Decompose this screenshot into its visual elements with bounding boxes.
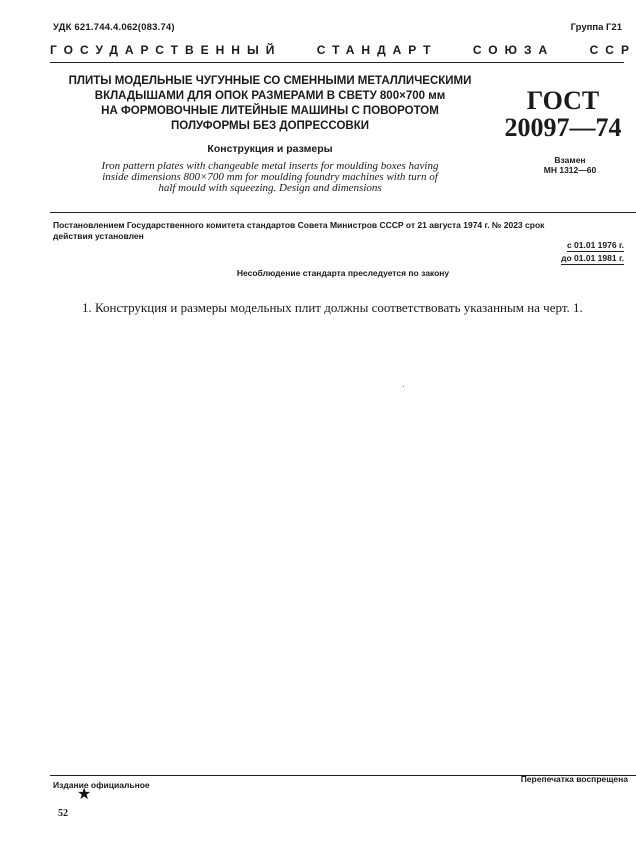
title-ru-line: ПЛИТЫ МОДЕЛЬНЫЕ ЧУГУННЫЕ СО СМЕННЫМИ МЕТАЛЛИЧЕСКИМИ: [68, 75, 472, 87]
scan-speck: [403, 386, 404, 387]
star-icon: ★: [77, 786, 92, 803]
page-number: 52: [58, 808, 68, 819]
title-english: [60, 161, 480, 194]
date-from: с 01.01 1976 г.: [566, 240, 624, 250]
law-notice: Несоблюдение стандарта преследуется по закону: [236, 268, 450, 278]
title-en-line: half mould with squeezing. Design and dimensions: [158, 182, 382, 194]
clause-1: 1. Конструкция и размеры модельных плит должны соответствовать указанным на черт. 1.: [82, 300, 583, 315]
decree-line: действия установлен: [53, 231, 144, 241]
date-to: до 01.01 1981 г.: [561, 253, 624, 263]
state-standard-banner: [50, 42, 636, 58]
replaces-label: Взамен: [554, 155, 586, 165]
title-en-line: inside dimensions 800×700 mm for moulding foundry machines with turn of: [102, 171, 438, 183]
banner-word-state: ГОСУДАРСТВЕННЫЙ: [50, 43, 282, 57]
decree-text: [53, 220, 633, 242]
title-ru-line: ВКЛАДЫШАМИ ДЛЯ ОПОК РАЗМЕРАМИ В СВЕТУ 800×700 мм: [94, 90, 446, 102]
subtitle: Конструкция и размеры: [207, 143, 333, 155]
banner-word-standard: СТАНДАРТ: [316, 43, 438, 57]
title-en-line: Iron pattern plates with changeable metal inserts for moulding boxes having: [101, 160, 439, 172]
title-ru-line: ПОЛУФОРМЫ БЕЗ ДОПРЕССОВКИ: [171, 120, 369, 132]
banner-word-union: СОЮЗА: [472, 43, 555, 57]
reprint-prohibited: Перепечатка воспрещена: [520, 774, 628, 784]
gost-number: 20097—74: [504, 113, 622, 142]
official-edition: Издание официальное: [53, 780, 150, 790]
replaces-value: МН 1312—60: [543, 165, 597, 175]
middle-divider: [50, 212, 636, 213]
title-ru-line: НА ФОРМОВОЧНЫЕ ЛИТЕЙНЫЕ МАШИНЫ С ПОВОРОТОМ: [101, 105, 439, 117]
top-divider: [50, 62, 624, 63]
banner-word-ussr: ССР: [589, 43, 636, 57]
group-code: Группа Г21: [570, 22, 622, 33]
gost-label: ГОСТ: [526, 86, 600, 115]
decree-line: Постановлением Государственного комитета стандартов Совета Министров СССР от 21 августа 1974 г. № 2023 срок: [53, 220, 545, 230]
udk-code: УДК 621.744.4.062(083.74): [53, 22, 175, 33]
title-russian: [60, 74, 480, 134]
